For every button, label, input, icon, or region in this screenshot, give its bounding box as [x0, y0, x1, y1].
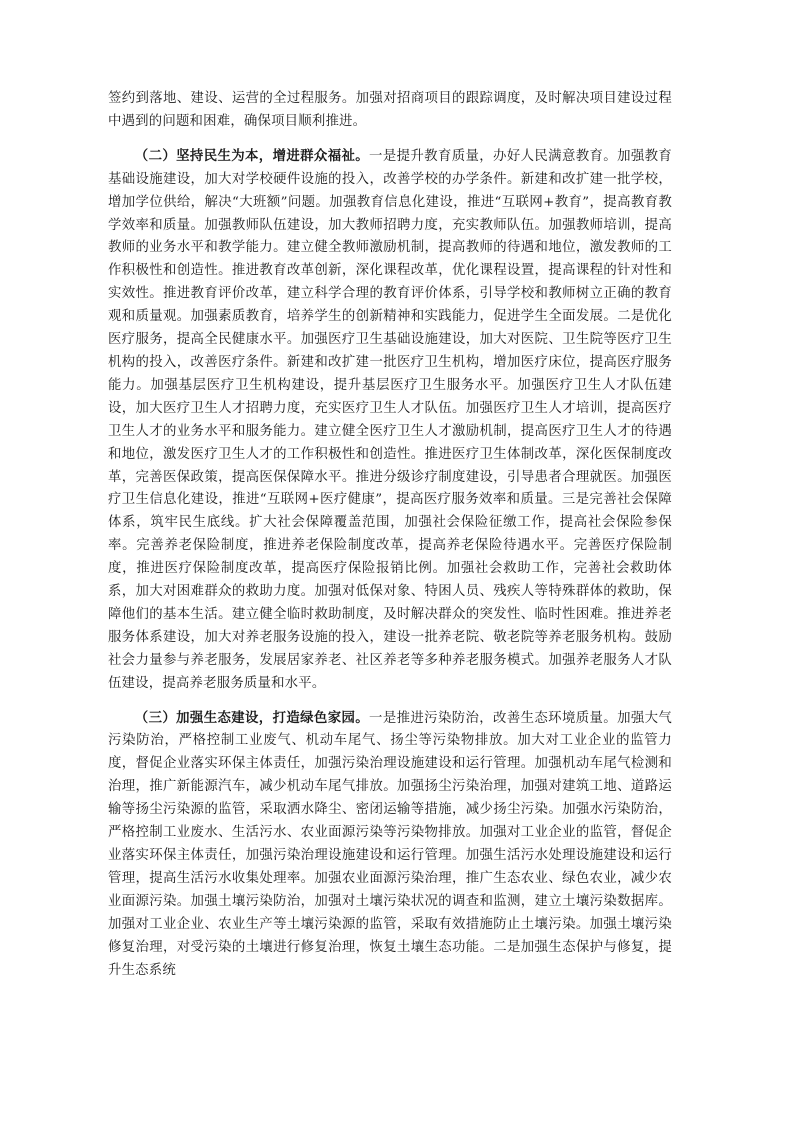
paragraph-continuation: [108, 88, 672, 134]
document-page: [108, 88, 672, 982]
paragraph-text: 签约到落地、建设、运营的全过程服务。加强对招商项目的跟踪调度，及时解决项目建设过程中遇到的问题和困难，确保项目顺利推进。: [108, 91, 672, 129]
paragraph-gap: [108, 696, 672, 707]
section-heading: （三）加强生态建设，打造绿色家园。: [134, 709, 370, 726]
paragraph-text: 一是推进污染防治，改善生态环境质量。加强大气污染防治，严格控制工业废气、机动车尾气、扬尘等污染物排放。加大对工业企业的监管力度，督促企业落实环保主体责任，加强污染治理设施建设和运行管理。加强机动车尾气检测和治理，推广新能源汽车，减少机动车尾气排放。加强扬尘污染治理，加强对建筑工地、道路运输等扬尘污染源的监管，采取洒水降尘、密闭运输等措施，减少扬尘污染。加强水污染防治，严格控制工业废水、生活污水、农业面源污染等污染物排放。加强对工业企业的监管，督促企业落实环保主体责任，加强污染治理设施建设和运行管理。加强生活污水处理设施建设和运行管理，提高生活污水收集处理率。加强农业面源污染治理，推广生态农业、绿色农业，减少农业面源污染。加强土壤污染防治，加强对土壤污染状况的调查和监测，建立土壤污染数据库。加强对工业企业、农业生产等土壤污染源的监管，采取有效措施防止土壤污染。加强土壤污染修复治理，对受污染的土壤进行修复治理，恢复土壤生态功能。二是加强生态保护与修复，提升生态系统: [108, 710, 672, 978]
paragraph-people-livelihood: [108, 145, 672, 696]
paragraph-text: 一是提升教育质量，办好人民满意教育。加强教育基础设施建设，加大对学校硬件设施的投入，改善学校的办学条件。新建和改扩建一批学校，增加学位供给，解决“大班额”问题。加强教育信息化建设，推进“互联网+教育”，提高教育教学效率和质量。加强教师队伍建设，加大教师招聘力度，充实教师队伍。加强教师培训，提高教师的业务水平和教学能力。建立健全教师激励机制，提高教师的待遇和地位，激发教师的工作积极性和创造性。推进教育改革创新，深化课程改革，优化课程设置，提高课程的针对性和实效性。推进教育评价改革，建立科学合理的教育评价体系，引导学校和教师树立正确的教育观和质量观。加强素质教育，培养学生的创新精神和实践能力，促进学生全面发展。二是优化医疗服务，提高全民健康水平。加强医疗卫生基础设施建设，加大对医院、卫生院等医疗卫生机构的投入，改善医疗条件。新建和改扩建一批医疗卫生机构，增加医疗床位，提高医疗服务能力。加强基层医疗卫生机构建设，提升基层医疗卫生服务水平。加强医疗卫生人才队伍建设，加大医疗卫生人才招聘力度，充实医疗卫生人才队伍。加强医疗卫生人才培训，提高医疗卫生人才的业务水平和服务能力。建立健全医疗卫生人才激励机制，提高医疗卫生人才的待遇和地位，激发医疗卫生人才的工作积极性和创造性。推进医疗卫生体制改革，深化医保制度改革，完善医保政策，提高医保保障水平。推进分级诊疗制度建设，引导患者合理就医。加强医疗卫生信息化建设，推进“互联网+医疗健康”，提高医疗服务效率和质量。三是完善社会保障体系，筑牢民生底线。扩大社会保障覆盖范围，加强社会保险征缴工作，提高社会保险参保率。完善养老保险制度，推进养老保险制度改革，提高养老保险待遇水平。完善医疗保险制度，推进医疗保险制度改革，提高医疗保险报销比例。加强社会救助工作，完善社会救助体系，加大对困难群众的救助力度。加强对低保对象、特困人员、残疾人等特殊群体的救助，保障他们的基本生活。建立健全临时救助制度，及时解决群众的突发性、临时性困难。推进养老服务体系建设，加大对养老服务设施的投入，建设一批养老院、敬老院等养老服务机构。鼓励社会力量参与养老服务，发展居家养老、社区养老等多种养老服务模式。加强养老服务人才队伍建设，提高养老服务质量和水平。: [108, 148, 672, 691]
paragraph-gap: [108, 134, 672, 145]
section-heading: （二）坚持民生为本，增进群众福祉。: [134, 147, 370, 164]
paragraph-ecology: [108, 707, 672, 983]
